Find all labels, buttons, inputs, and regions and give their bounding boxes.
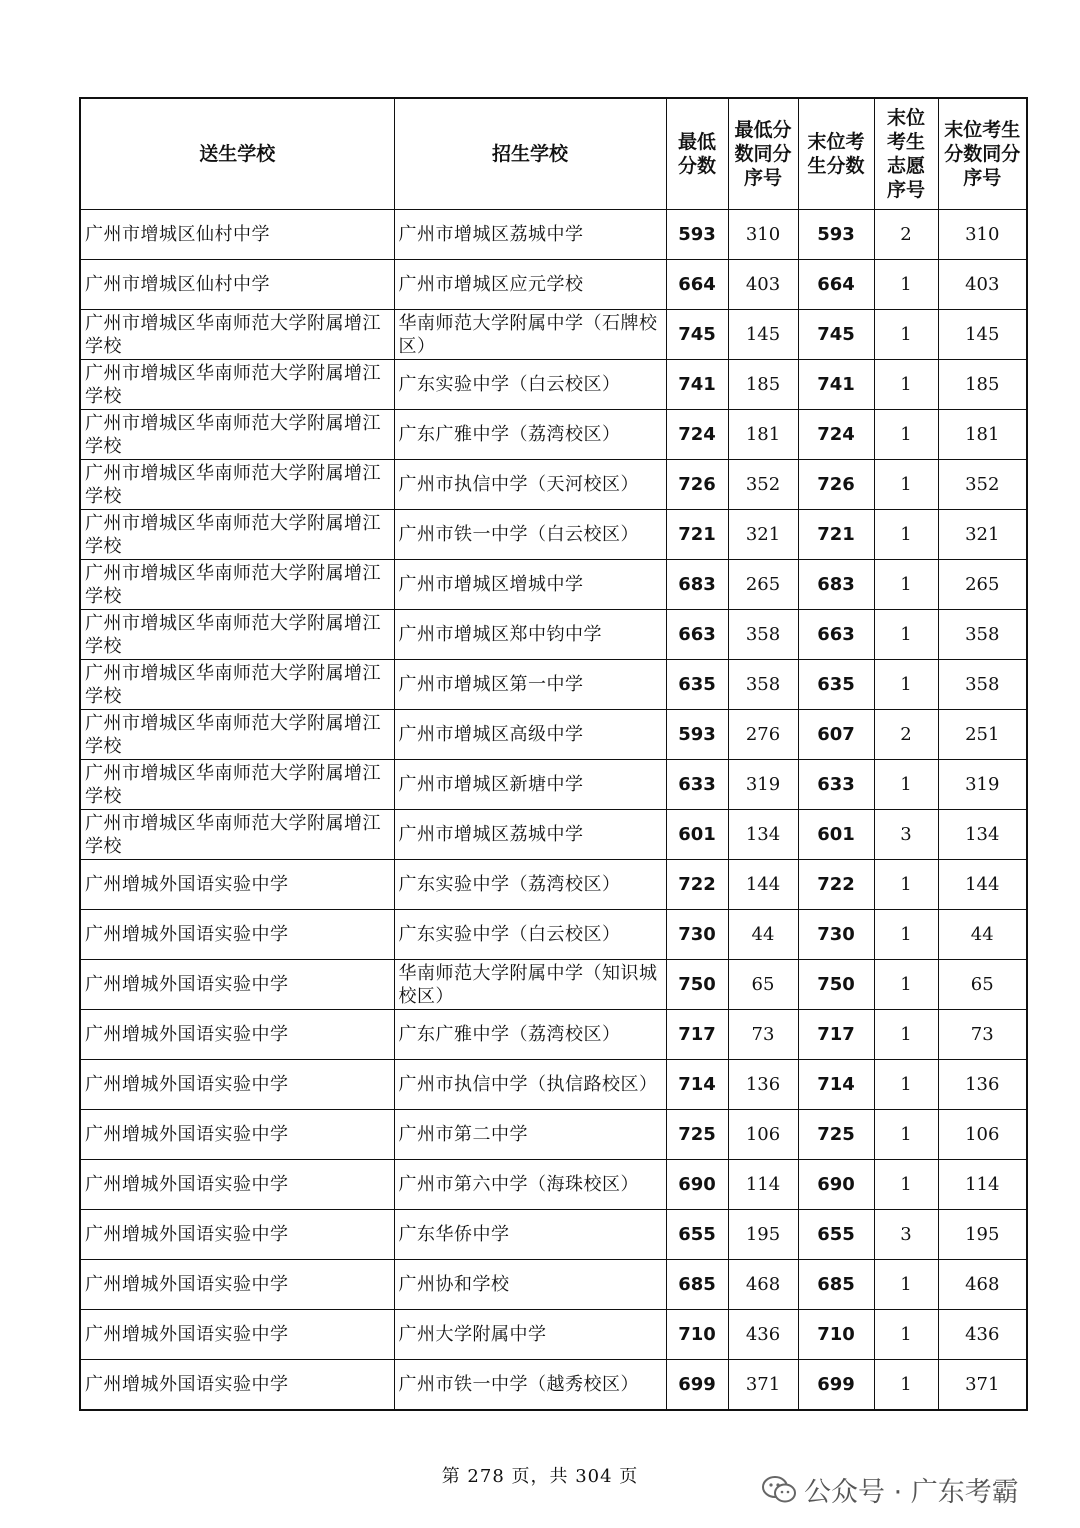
cell-last-wish: 1 bbox=[874, 1110, 938, 1160]
cell-min-score-seq: 44 bbox=[728, 910, 798, 960]
cell-from-school: 广州增城外国语实验中学 bbox=[80, 1210, 394, 1260]
table-row bbox=[80, 1160, 1027, 1210]
cell-last-score: 607 bbox=[798, 710, 874, 760]
cell-last-score: 690 bbox=[798, 1160, 874, 1210]
header-last-wish-text: 末位考生志愿序号 bbox=[886, 107, 925, 201]
cell-min-score-seq: 403 bbox=[728, 260, 798, 310]
cell-to-school: 广州市增城区高级中学 bbox=[394, 710, 666, 760]
cell-min-score-seq: 352 bbox=[728, 460, 798, 510]
cell-to-school: 广东实验中学（白云校区） bbox=[394, 910, 666, 960]
cell-to-school: 广州市增城区增城中学 bbox=[394, 560, 666, 610]
cell-min-score: 633 bbox=[666, 760, 728, 810]
cell-last-score: 730 bbox=[798, 910, 874, 960]
cell-last-score: 745 bbox=[798, 310, 874, 360]
cell-last-wish: 3 bbox=[874, 1210, 938, 1260]
admission-table bbox=[79, 97, 1028, 1411]
cell-last-score: 750 bbox=[798, 960, 874, 1010]
cell-min-score: 745 bbox=[666, 310, 728, 360]
table-row bbox=[80, 960, 1027, 1010]
cell-to-school: 广东华侨中学 bbox=[394, 1210, 666, 1260]
table-row bbox=[80, 1310, 1027, 1360]
cell-min-score-seq: 106 bbox=[728, 1110, 798, 1160]
cell-last-wish: 1 bbox=[874, 310, 938, 360]
cell-last-score: 725 bbox=[798, 1110, 874, 1160]
header-last-score bbox=[798, 98, 874, 210]
cell-last-score: 710 bbox=[798, 1310, 874, 1360]
cell-min-score-seq: 371 bbox=[728, 1360, 798, 1411]
cell-last-score: 685 bbox=[798, 1260, 874, 1310]
cell-last-score: 722 bbox=[798, 860, 874, 910]
cell-min-score: 722 bbox=[666, 860, 728, 910]
table-row bbox=[80, 360, 1027, 410]
cell-min-score: 725 bbox=[666, 1110, 728, 1160]
cell-last-wish: 1 bbox=[874, 260, 938, 310]
cell-from-school: 广州增城外国语实验中学 bbox=[80, 860, 394, 910]
cell-from-school: 广州市增城区华南师范大学附属增江学校 bbox=[80, 660, 394, 710]
cell-from-school: 广州增城外国语实验中学 bbox=[80, 1310, 394, 1360]
cell-min-score-seq: 185 bbox=[728, 360, 798, 410]
table-row bbox=[80, 1210, 1027, 1260]
cell-min-score-seq: 195 bbox=[728, 1210, 798, 1260]
cell-last-wish: 2 bbox=[874, 710, 938, 760]
header-last-seq-text: 末位考生分数同分序号 bbox=[944, 119, 1021, 189]
cell-min-score: 724 bbox=[666, 410, 728, 460]
cell-last-seq: 195 bbox=[938, 1210, 1027, 1260]
cell-min-score-seq: 319 bbox=[728, 760, 798, 810]
table-row bbox=[80, 660, 1027, 710]
cell-last-wish: 1 bbox=[874, 760, 938, 810]
cell-last-wish: 1 bbox=[874, 510, 938, 560]
cell-from-school: 广州市增城区华南师范大学附属增江学校 bbox=[80, 460, 394, 510]
cell-last-score: 655 bbox=[798, 1210, 874, 1260]
cell-from-school: 广州市增城区华南师范大学附属增江学校 bbox=[80, 610, 394, 660]
cell-min-score: 710 bbox=[666, 1310, 728, 1360]
table-body bbox=[80, 210, 1027, 1411]
cell-min-score-seq: 436 bbox=[728, 1310, 798, 1360]
cell-last-wish: 1 bbox=[874, 1360, 938, 1411]
cell-from-school: 广州市增城区华南师范大学附属增江学校 bbox=[80, 710, 394, 760]
cell-last-wish: 1 bbox=[874, 410, 938, 460]
cell-from-school: 广州市增城区华南师范大学附属增江学校 bbox=[80, 360, 394, 410]
watermark-text: 公众号 · 广东考霸 bbox=[804, 1477, 1019, 1508]
cell-min-score: 664 bbox=[666, 260, 728, 310]
cell-from-school: 广州增城外国语实验中学 bbox=[80, 1010, 394, 1060]
cell-min-score: 714 bbox=[666, 1060, 728, 1110]
cell-min-score: 663 bbox=[666, 610, 728, 660]
cell-last-seq: 134 bbox=[938, 810, 1027, 860]
cell-min-score-seq: 358 bbox=[728, 660, 798, 710]
cell-last-score: 593 bbox=[798, 210, 874, 260]
header-last-seq bbox=[938, 98, 1027, 210]
cell-min-score-seq: 134 bbox=[728, 810, 798, 860]
cell-from-school: 广州增城外国语实验中学 bbox=[80, 910, 394, 960]
cell-last-score: 663 bbox=[798, 610, 874, 660]
cell-min-score: 726 bbox=[666, 460, 728, 510]
cell-last-score: 721 bbox=[798, 510, 874, 560]
cell-min-score: 593 bbox=[666, 210, 728, 260]
cell-last-wish: 3 bbox=[874, 810, 938, 860]
cell-last-seq: 468 bbox=[938, 1260, 1027, 1310]
page-footer: 第 278 页，共 304 页 bbox=[441, 1466, 639, 1487]
cell-from-school: 广州增城外国语实验中学 bbox=[80, 1110, 394, 1160]
cell-min-score: 593 bbox=[666, 710, 728, 760]
table-row bbox=[80, 210, 1027, 260]
cell-min-score-seq: 468 bbox=[728, 1260, 798, 1310]
header-last-wish bbox=[874, 98, 938, 210]
cell-last-seq: 73 bbox=[938, 1010, 1027, 1060]
cell-to-school: 广州市第六中学（海珠校区） bbox=[394, 1160, 666, 1210]
cell-from-school: 广州市增城区华南师范大学附属增江学校 bbox=[80, 810, 394, 860]
cell-min-score-seq: 265 bbox=[728, 560, 798, 610]
cell-last-wish: 1 bbox=[874, 1060, 938, 1110]
cell-min-score: 685 bbox=[666, 1260, 728, 1310]
cell-last-score: 717 bbox=[798, 1010, 874, 1060]
cell-last-seq: 371 bbox=[938, 1360, 1027, 1411]
header-min-score-text: 最低分数 bbox=[677, 131, 716, 177]
cell-min-score-seq: 276 bbox=[728, 710, 798, 760]
table-row bbox=[80, 860, 1027, 910]
cell-last-seq: 65 bbox=[938, 960, 1027, 1010]
wechat-icon bbox=[762, 1476, 796, 1504]
cell-min-score: 741 bbox=[666, 360, 728, 410]
cell-min-score: 683 bbox=[666, 560, 728, 610]
cell-to-school: 广州协和学校 bbox=[394, 1260, 666, 1310]
cell-last-score: 726 bbox=[798, 460, 874, 510]
header-last-score-text: 末位考生分数 bbox=[807, 131, 865, 177]
cell-to-school: 广东实验中学（白云校区） bbox=[394, 360, 666, 410]
cell-min-score: 750 bbox=[666, 960, 728, 1010]
table-row bbox=[80, 410, 1027, 460]
cell-last-score: 699 bbox=[798, 1360, 874, 1411]
table-row bbox=[80, 910, 1027, 960]
cell-min-score-seq: 65 bbox=[728, 960, 798, 1010]
cell-last-wish: 1 bbox=[874, 460, 938, 510]
cell-to-school: 广州市执信中学（执信路校区） bbox=[394, 1060, 666, 1110]
cell-to-school: 广东实验中学（荔湾校区） bbox=[394, 860, 666, 910]
cell-min-score-seq: 310 bbox=[728, 210, 798, 260]
cell-from-school: 广州增城外国语实验中学 bbox=[80, 1060, 394, 1110]
cell-last-seq: 145 bbox=[938, 310, 1027, 360]
cell-to-school: 广州市增城区第一中学 bbox=[394, 660, 666, 710]
watermark bbox=[762, 1470, 1019, 1509]
cell-last-seq: 44 bbox=[938, 910, 1027, 960]
header-min-score-seq-text: 最低分数同分序号 bbox=[734, 119, 792, 189]
table-row bbox=[80, 710, 1027, 760]
cell-last-wish: 1 bbox=[874, 1310, 938, 1360]
cell-min-score-seq: 358 bbox=[728, 610, 798, 660]
cell-min-score-seq: 145 bbox=[728, 310, 798, 360]
cell-min-score: 690 bbox=[666, 1160, 728, 1210]
table-row bbox=[80, 460, 1027, 510]
cell-last-wish: 2 bbox=[874, 210, 938, 260]
cell-last-wish: 1 bbox=[874, 960, 938, 1010]
cell-from-school: 广州市增城区华南师范大学附属增江学校 bbox=[80, 510, 394, 560]
cell-last-score: 683 bbox=[798, 560, 874, 610]
cell-min-score: 717 bbox=[666, 1010, 728, 1060]
table-header-row bbox=[80, 98, 1027, 210]
cell-min-score: 730 bbox=[666, 910, 728, 960]
cell-min-score: 601 bbox=[666, 810, 728, 860]
header-min-score-seq bbox=[728, 98, 798, 210]
cell-from-school: 广州增城外国语实验中学 bbox=[80, 960, 394, 1010]
cell-last-seq: 310 bbox=[938, 210, 1027, 260]
table-row bbox=[80, 310, 1027, 360]
cell-to-school: 广州市执信中学（天河校区） bbox=[394, 460, 666, 510]
cell-last-wish: 1 bbox=[874, 560, 938, 610]
cell-last-seq: 106 bbox=[938, 1110, 1027, 1160]
cell-from-school: 广州市增城区华南师范大学附属增江学校 bbox=[80, 310, 394, 360]
cell-to-school: 广州市第二中学 bbox=[394, 1110, 666, 1160]
cell-last-wish: 1 bbox=[874, 910, 938, 960]
cell-last-seq: 114 bbox=[938, 1160, 1027, 1210]
header-min-score bbox=[666, 98, 728, 210]
cell-last-score: 633 bbox=[798, 760, 874, 810]
cell-last-seq: 436 bbox=[938, 1310, 1027, 1360]
cell-from-school: 广州增城外国语实验中学 bbox=[80, 1360, 394, 1411]
cell-from-school: 广州增城外国语实验中学 bbox=[80, 1160, 394, 1210]
cell-last-seq: 265 bbox=[938, 560, 1027, 610]
cell-from-school: 广州市增城区仙村中学 bbox=[80, 210, 394, 260]
cell-last-wish: 1 bbox=[874, 1160, 938, 1210]
table-row bbox=[80, 810, 1027, 860]
table-row bbox=[80, 760, 1027, 810]
cell-from-school: 广州市增城区华南师范大学附属增江学校 bbox=[80, 760, 394, 810]
cell-last-score: 601 bbox=[798, 810, 874, 860]
admission-table-container bbox=[79, 97, 1026, 1411]
cell-min-score: 655 bbox=[666, 1210, 728, 1260]
cell-last-wish: 1 bbox=[874, 1010, 938, 1060]
table-row bbox=[80, 610, 1027, 660]
cell-last-seq: 185 bbox=[938, 360, 1027, 410]
cell-min-score: 721 bbox=[666, 510, 728, 560]
cell-from-school: 广州市增城区华南师范大学附属增江学校 bbox=[80, 560, 394, 610]
cell-to-school: 广州市铁一中学（越秀校区） bbox=[394, 1360, 666, 1411]
cell-last-wish: 1 bbox=[874, 360, 938, 410]
cell-to-school: 广州市增城区荔城中学 bbox=[394, 210, 666, 260]
cell-last-wish: 1 bbox=[874, 1260, 938, 1310]
cell-last-score: 741 bbox=[798, 360, 874, 410]
table-row bbox=[80, 1110, 1027, 1160]
cell-last-seq: 136 bbox=[938, 1060, 1027, 1110]
table-row bbox=[80, 1060, 1027, 1110]
cell-last-score: 635 bbox=[798, 660, 874, 710]
cell-from-school: 广州市增城区华南师范大学附属增江学校 bbox=[80, 410, 394, 460]
cell-from-school: 广州增城外国语实验中学 bbox=[80, 1260, 394, 1310]
table-row bbox=[80, 260, 1027, 310]
cell-to-school: 广州市增城区荔城中学 bbox=[394, 810, 666, 860]
table-row bbox=[80, 510, 1027, 560]
cell-last-seq: 321 bbox=[938, 510, 1027, 560]
cell-min-score: 635 bbox=[666, 660, 728, 710]
cell-to-school: 华南师范大学附属中学（知识城校区） bbox=[394, 960, 666, 1010]
cell-last-wish: 1 bbox=[874, 660, 938, 710]
cell-last-score: 664 bbox=[798, 260, 874, 310]
cell-last-wish: 1 bbox=[874, 610, 938, 660]
cell-to-school: 广州市增城区郑中钧中学 bbox=[394, 610, 666, 660]
cell-to-school: 华南师范大学附属中学（石牌校区） bbox=[394, 310, 666, 360]
cell-last-score: 724 bbox=[798, 410, 874, 460]
cell-last-seq: 352 bbox=[938, 460, 1027, 510]
cell-last-score: 714 bbox=[798, 1060, 874, 1110]
cell-last-seq: 319 bbox=[938, 760, 1027, 810]
cell-last-seq: 144 bbox=[938, 860, 1027, 910]
cell-last-seq: 403 bbox=[938, 260, 1027, 310]
header-from-school: 送生学校 bbox=[80, 98, 394, 210]
cell-to-school: 广州市增城区新塘中学 bbox=[394, 760, 666, 810]
cell-min-score-seq: 144 bbox=[728, 860, 798, 910]
cell-min-score-seq: 136 bbox=[728, 1060, 798, 1110]
table-row bbox=[80, 1360, 1027, 1411]
table-row bbox=[80, 1260, 1027, 1310]
cell-min-score-seq: 181 bbox=[728, 410, 798, 460]
cell-to-school: 广东广雅中学（荔湾校区） bbox=[394, 1010, 666, 1060]
cell-last-seq: 181 bbox=[938, 410, 1027, 460]
cell-min-score-seq: 73 bbox=[728, 1010, 798, 1060]
table-row bbox=[80, 560, 1027, 610]
header-to-school: 招生学校 bbox=[394, 98, 666, 210]
cell-to-school: 广州市增城区应元学校 bbox=[394, 260, 666, 310]
cell-last-seq: 251 bbox=[938, 710, 1027, 760]
cell-to-school: 广州市铁一中学（白云校区） bbox=[394, 510, 666, 560]
cell-min-score: 699 bbox=[666, 1360, 728, 1411]
cell-min-score-seq: 321 bbox=[728, 510, 798, 560]
cell-to-school: 广东广雅中学（荔湾校区） bbox=[394, 410, 666, 460]
cell-to-school: 广州大学附属中学 bbox=[394, 1310, 666, 1360]
cell-min-score-seq: 114 bbox=[728, 1160, 798, 1210]
cell-from-school: 广州市增城区仙村中学 bbox=[80, 260, 394, 310]
cell-last-wish: 1 bbox=[874, 860, 938, 910]
cell-last-seq: 358 bbox=[938, 660, 1027, 710]
cell-last-seq: 358 bbox=[938, 610, 1027, 660]
table-row bbox=[80, 1010, 1027, 1060]
